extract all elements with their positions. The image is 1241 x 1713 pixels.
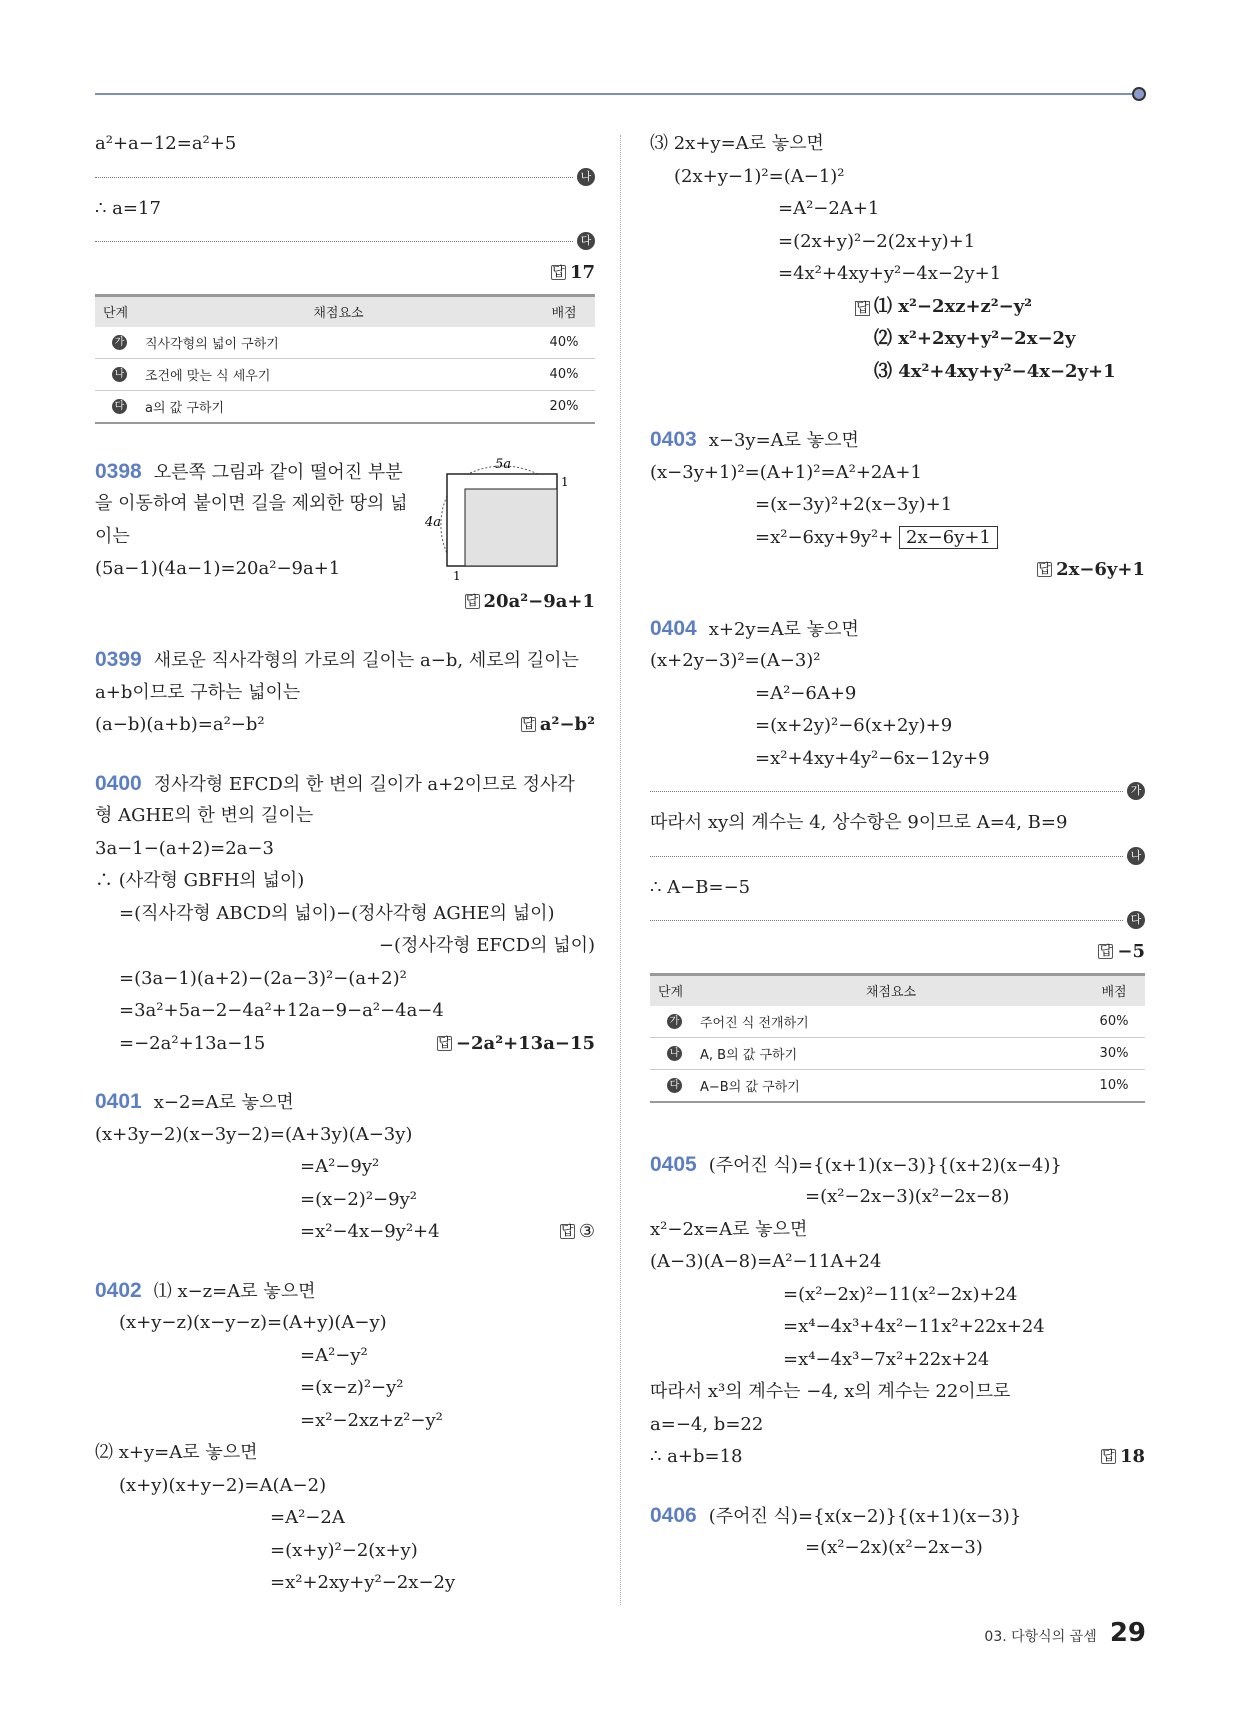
problem-0398 <box>95 456 595 619</box>
dim-label-left: 4a <box>425 514 442 530</box>
text-line: a+b이므로 구하는 넓이는 <box>95 681 301 703</box>
text-line: ⑵ x+y=A로 놓으면 <box>95 1442 258 1463</box>
text-line: a²+a−12=a²+5 <box>95 133 237 154</box>
text-line: (주어진 식)={x(x−2)}{(x+1)(x−3)} <box>708 1505 1022 1527</box>
step-circle: 나 <box>1127 847 1145 865</box>
answer-value: a²−b² <box>539 714 595 735</box>
table-header: 채점요소 <box>699 974 1083 1006</box>
answer-value: ③ <box>578 1221 595 1242</box>
problem-number: 0405 <box>650 1152 697 1176</box>
dim-label-bottom: 1 <box>453 568 461 583</box>
table-row <box>650 1006 1145 1038</box>
header-rule <box>95 93 1133 95</box>
step-circle: 다 <box>1127 911 1145 929</box>
problem-0405 <box>650 1149 1145 1474</box>
step-marker-row <box>650 775 1145 807</box>
step-circle: 가 <box>112 335 127 350</box>
table-header: 배점 <box>1083 974 1145 1006</box>
table-cell: 40% <box>533 327 595 359</box>
text-line: =(x²−2x−3)(x²−2x−8) <box>805 1186 1010 1207</box>
step-marker-row <box>650 840 1145 872</box>
problem-0404 <box>650 613 1145 969</box>
text-line: (a−b)(a+b)=a²−b² <box>95 714 265 735</box>
right-column <box>650 128 1145 1565</box>
text-line: =4x²+4xy+y²−4x−2y+1 <box>778 263 1002 284</box>
dim-label-top: 5a <box>495 456 512 472</box>
answer-tag: 답 <box>561 1224 574 1239</box>
text-line: =x⁴−4x³+4x²−11x²+22x+24 <box>783 1316 1045 1337</box>
answer-line <box>650 554 1145 587</box>
answer-line <box>650 936 1145 969</box>
scoring-table <box>95 294 595 424</box>
text-line: 따라서 xy의 계수는 4, 상수항은 9이므로 A=4, B=9 <box>650 812 1068 833</box>
text-line: =(3a−1)(a+2)−(2a−3)²−(a+2)² <box>119 967 407 989</box>
answer-tag: 답 <box>552 265 565 280</box>
answer-value: 18 <box>1119 1446 1145 1467</box>
table-header: 단계 <box>650 974 699 1006</box>
text-line: ∴ (사각형 GBFH의 넓이) <box>95 870 305 891</box>
step-circle: 다 <box>667 1078 682 1093</box>
answer-tag: 답 <box>856 300 869 316</box>
text-line: (x+y)(x+y−2)=A(A−2) <box>119 1474 327 1496</box>
step-circle: 나 <box>112 367 127 382</box>
page-footer <box>984 1618 1146 1648</box>
text-line: =x²+2xy+y²−2x−2y <box>270 1572 456 1593</box>
text-line: 3a−1−(a+2)=2a−3 <box>95 837 274 859</box>
answer-tag: 답 <box>1099 944 1113 959</box>
answer-value: −5 <box>1117 941 1145 962</box>
table-header: 채점요소 <box>144 295 533 327</box>
chapter-title: 03. 다항식의 곱셈 <box>984 1629 1097 1645</box>
text-line: 따라서 x³의 계수는 −4, x의 계수는 22이므로 <box>650 1381 1011 1402</box>
text-line: (x+y−z)(x−y−z)=(A+y)(A−y) <box>119 1312 387 1333</box>
answer-line <box>95 586 595 619</box>
text-line: =−2a²+13a−15 <box>119 1032 266 1054</box>
text-line: (A−3)(A−8)=A²−11A+24 <box>650 1251 882 1272</box>
table-row <box>95 327 595 359</box>
text-line: =x²+4xy+4y²−6x−12y+9 <box>755 747 990 769</box>
dim-label-right: 1 <box>561 474 569 489</box>
text-line: =(2x+y)²−2(2x+y)+1 <box>778 230 976 252</box>
text-line: 이는 <box>95 525 130 547</box>
text-line: 오른쪽 그림과 같이 떨어진 부분 <box>153 461 403 483</box>
text-line: x²−2x=A로 놓으면 <box>650 1218 808 1240</box>
text-line: (2x+y−1)²=(A−1)² <box>674 165 845 187</box>
text-line: 정사각형 EFCD의 한 변의 길이가 a+2이므로 정사각 <box>153 773 575 795</box>
table-cell: a의 값 구하기 <box>144 390 533 423</box>
answer-value: 20a²−9a+1 <box>483 590 595 612</box>
header-rule-dot <box>1132 87 1146 101</box>
step-marker-row <box>95 161 595 193</box>
table-cell: 30% <box>1083 1037 1145 1069</box>
text-line: x−2=A로 놓으면 <box>153 1092 294 1113</box>
text-line: =(x−3y)²+2(x−3y)+1 <box>755 494 953 515</box>
page-number: 29 <box>1109 1618 1146 1648</box>
text-line: 형 AGHE의 한 변의 길이는 <box>95 805 314 826</box>
text-line: =A²−9y² <box>300 1156 380 1177</box>
text-line: (5a−1)(4a−1)=20a²−9a+1 <box>95 558 341 579</box>
text-line: =3a²+5a−2−4a²+12a−9−a²−4a−4 <box>119 1000 444 1021</box>
text-line: =(x−2)²−9y² <box>300 1188 417 1210</box>
step-circle: 나 <box>667 1046 682 1061</box>
text-line: ⑴ x−z=A로 놓으면 <box>153 1280 316 1302</box>
step-circle: 가 <box>667 1014 682 1029</box>
table-cell: A, B의 값 구하기 <box>699 1037 1083 1069</box>
land-diagram <box>425 456 585 586</box>
text-line: =(직사각형 ABCD의 넓이)−(정사각형 AGHE의 넓이) <box>119 902 555 924</box>
problem-0399 <box>95 644 595 742</box>
text-line: =(x+y)²−2(x+y) <box>270 1539 418 1561</box>
table-cell: 직사각형의 넓이 구하기 <box>144 327 533 359</box>
problem-0402 <box>95 1275 595 1600</box>
problem-number: 0403 <box>650 428 697 451</box>
problem-number: 0399 <box>95 648 142 671</box>
text-line: (x−3y+1)²=(A+1)²=A²+2A+1 <box>650 461 922 483</box>
text-line: =A²−2A+1 <box>778 198 880 219</box>
answer-value: 2x−6y+1 <box>1056 559 1145 580</box>
text-line: ∴ a+b=18 <box>650 1446 743 1467</box>
answer-line <box>95 257 595 290</box>
answer-tag: 답 <box>522 717 535 732</box>
text-line: −(정사각형 EFCD의 넓이) <box>378 935 595 956</box>
text-line: 새로운 직사각형의 가로의 길이는 a−b, 세로의 길이는 <box>153 650 579 671</box>
table-cell: 20% <box>533 390 595 423</box>
text-line: x−3y=A로 놓으면 <box>708 430 859 451</box>
text-line: (주어진 식)={(x+1)(x−3)}{(x+2)(x−4)} <box>708 1154 1062 1176</box>
step-marker-row <box>650 904 1145 936</box>
text-line: =x²−4x−9y²+4 <box>300 1221 440 1242</box>
text-line: (x+3y−2)(x−3y−2)=(A+3y)(A−3y) <box>95 1123 413 1145</box>
problem-number: 0406 <box>650 1503 697 1527</box>
text-line: =A²−y² <box>300 1344 368 1366</box>
step-marker-row <box>95 225 595 257</box>
problem-number: 0402 <box>95 1278 142 1302</box>
problem-0401 <box>95 1086 595 1249</box>
answer-value: ⑵ x²+2xy+y²−2x−2y <box>874 328 1076 349</box>
problem-0400 <box>95 768 595 1061</box>
problem-number: 0398 <box>95 459 142 483</box>
text-line: =x²−2xz+z²−y² <box>300 1409 443 1431</box>
table-cell: 주어진 식 전개하기 <box>699 1006 1083 1038</box>
text-line: ∴ a=17 <box>95 197 161 219</box>
answer-value: ⑶ 4x²+4xy+y²−4x−2y+1 <box>874 360 1116 382</box>
problem-0406 <box>650 1500 1145 1565</box>
text-line: =(x−z)²−y² <box>300 1377 404 1398</box>
problem-0403 <box>650 424 1145 587</box>
step-circle: 나 <box>577 168 595 186</box>
table-cell: 60% <box>1083 1006 1145 1038</box>
text-line: a=−4, b=22 <box>650 1413 764 1435</box>
answer-value: 17 <box>569 262 595 283</box>
problem-number: 0404 <box>650 616 697 640</box>
scoring-table <box>650 973 1145 1103</box>
table-header: 배점 <box>533 295 595 327</box>
table-row <box>650 1037 1145 1069</box>
text-line: =(x²−2x)²−11(x²−2x)+24 <box>783 1283 1018 1305</box>
text-line: 을 이동하여 붙이면 길을 제외한 땅의 넓 <box>95 493 408 514</box>
problem-number: 0401 <box>95 1090 142 1113</box>
step-circle: 가 <box>1127 782 1145 800</box>
text-line: ⑶ 2x+y=A로 놓으면 <box>650 133 824 154</box>
text-line: =x⁴−4x³−7x²+22x+24 <box>783 1348 990 1370</box>
step-circle: 다 <box>577 232 595 250</box>
table-cell: 10% <box>1083 1069 1145 1102</box>
boxed-term: 2x−6y+1 <box>899 526 998 549</box>
answer-tag: 답 <box>465 593 479 609</box>
left-column <box>95 128 595 1600</box>
text-line: =x²−6xy+9y²+ <box>755 526 894 548</box>
table-row <box>95 358 595 390</box>
answer-tag: 답 <box>438 1035 451 1051</box>
table-cell: 40% <box>533 358 595 390</box>
table-cell: A−B의 값 구하기 <box>699 1069 1083 1102</box>
text-line: =A²−6A+9 <box>755 682 857 704</box>
text-line: =(x+2y)²−6(x+2y)+9 <box>755 715 953 736</box>
text-line: x+2y=A로 놓으면 <box>708 618 859 640</box>
table-row <box>650 1069 1145 1102</box>
text-line: =A²−2A <box>270 1507 345 1528</box>
text-line: (x+2y−3)²=(A−3)² <box>650 650 821 671</box>
answer-value: ⑴ x²−2xz+z²−y² <box>874 295 1033 317</box>
text-line: ∴ A−B=−5 <box>650 876 751 898</box>
answer-value: −2a²+13a−15 <box>455 1032 595 1054</box>
problem-number: 0400 <box>95 771 142 795</box>
text-line: =(x²−2x)(x²−2x−3) <box>805 1537 983 1558</box>
answer-tag: 답 <box>1102 1449 1115 1464</box>
table-row <box>95 390 595 423</box>
column-divider <box>620 135 621 1605</box>
step-circle: 다 <box>112 399 127 414</box>
table-header: 단계 <box>95 295 144 327</box>
table-cell: 조건에 맞는 식 세우기 <box>144 358 533 390</box>
answer-tag: 답 <box>1038 562 1051 577</box>
